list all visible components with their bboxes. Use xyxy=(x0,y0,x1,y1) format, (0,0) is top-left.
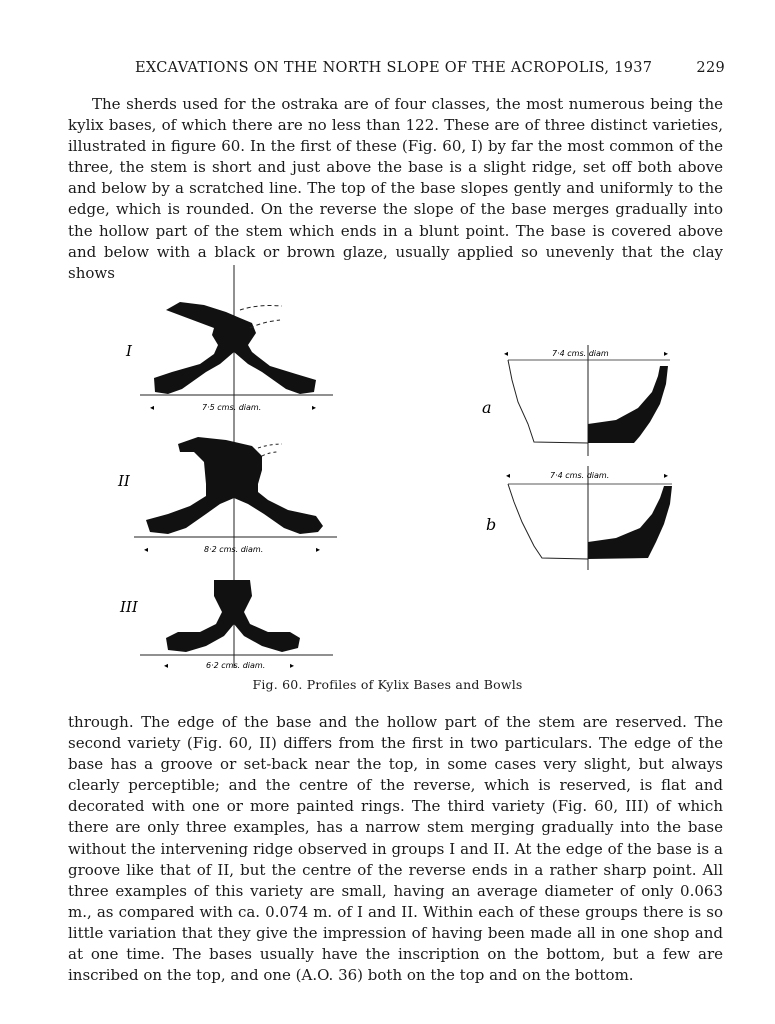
bowl-a-outline xyxy=(508,360,588,443)
label-I: I xyxy=(126,342,132,360)
dim-a: 7·4 cms. diam xyxy=(552,349,609,358)
bowl-a-section xyxy=(588,366,668,443)
arrow-III-right: ▸ xyxy=(290,661,295,670)
bowl-a xyxy=(482,345,670,456)
label-a: a xyxy=(482,398,492,417)
dim-II: 8·2 cms. diam. xyxy=(204,545,264,554)
arrow-b-right: ▸ xyxy=(664,471,669,480)
dim-III: 6·2 cms. diam. xyxy=(206,661,266,670)
label-II: II xyxy=(118,472,130,490)
paragraph-2: through. The edge of the base and the hollow part of the stem are reserved. The second variety (Fig. 60, II) differs from the first in two particulars. The edge of the base has a groove or set-back near the top, in some cases very slight, but always clearly perceptible; and the centre of the reverse, which is reserved, is flat and decorated with one or more painted rings. The third variety (Fig. 60, III) of which there are only three examples, has a narrow stem merging gradually into the base without the intervening ridge observed in groups I and II. At the edge of the base is a groove like that of II, but the centre of the reverse ends in a rather sharp point. All three examples of this variety are small, having an average diameter of only 0.063 m., as compared with ca. 0.074 m. of I and II. Within each of these groups there is so little variation that they give the impression of having been made all in one shop and at one time. The bases usually have the inscription on the bottom, but a few are inscribed on the top, and one (A.O. 36) both on the top and on the bottom. xyxy=(68,713,723,985)
arrow-I-right: ▸ xyxy=(312,403,317,412)
dim-b: 7·4 cms. diam. xyxy=(550,471,610,480)
arrow-a-right: ▸ xyxy=(664,349,669,358)
page-number: 229 xyxy=(696,60,725,76)
bowl-b-outline xyxy=(508,484,588,559)
profile-III xyxy=(119,580,333,670)
profile-I-shape xyxy=(154,302,316,394)
arrow-II-right: ▸ xyxy=(316,545,321,554)
profile-II-dashes xyxy=(258,444,282,456)
dim-I: 7·5 cms. diam. xyxy=(202,403,262,412)
profile-III-shape xyxy=(166,580,300,652)
arrow-a-left: ◂ xyxy=(504,349,509,358)
bowl-b-section xyxy=(588,486,672,559)
bowl-b xyxy=(486,466,672,570)
arrow-III-left: ◂ xyxy=(164,661,169,670)
paragraph-1: The sherds used for the ostraka are of four classes, the most numerous being the kylix bases, of which there are no less than 122. These are of three distinct varieties, illustrated in figure 60. In the first of these (Fig. 60, I) by far the most common of the three, the stem is short and just above the base is a slight ridge, set off both above and below by a scratched line. The top of the base slopes gently and uniformly to the edge, which is rounded. On the reverse the slope of the base merges gradually into the hollow part of the stem which ends in a blunt point. The base is covered above and below with a black or brown glaze, usually applied so unevenly that the clay shows xyxy=(68,95,723,282)
profile-II xyxy=(117,437,337,554)
running-title: EXCAVATIONS ON THE NORTH SLOPE OF THE ACROPOLIS, 1937 xyxy=(135,60,653,76)
figure-60 xyxy=(0,260,775,700)
label-b: b xyxy=(486,515,497,534)
arrow-II-left: ◂ xyxy=(144,545,149,554)
profile-I xyxy=(125,302,333,412)
arrow-b-left: ◂ xyxy=(506,471,511,480)
arrow-I-left: ◂ xyxy=(150,403,155,412)
running-header xyxy=(135,60,725,76)
label-III: III xyxy=(120,598,138,616)
figure-caption: Fig. 60. Profiles of Kylix Bases and Bowls xyxy=(252,677,523,692)
